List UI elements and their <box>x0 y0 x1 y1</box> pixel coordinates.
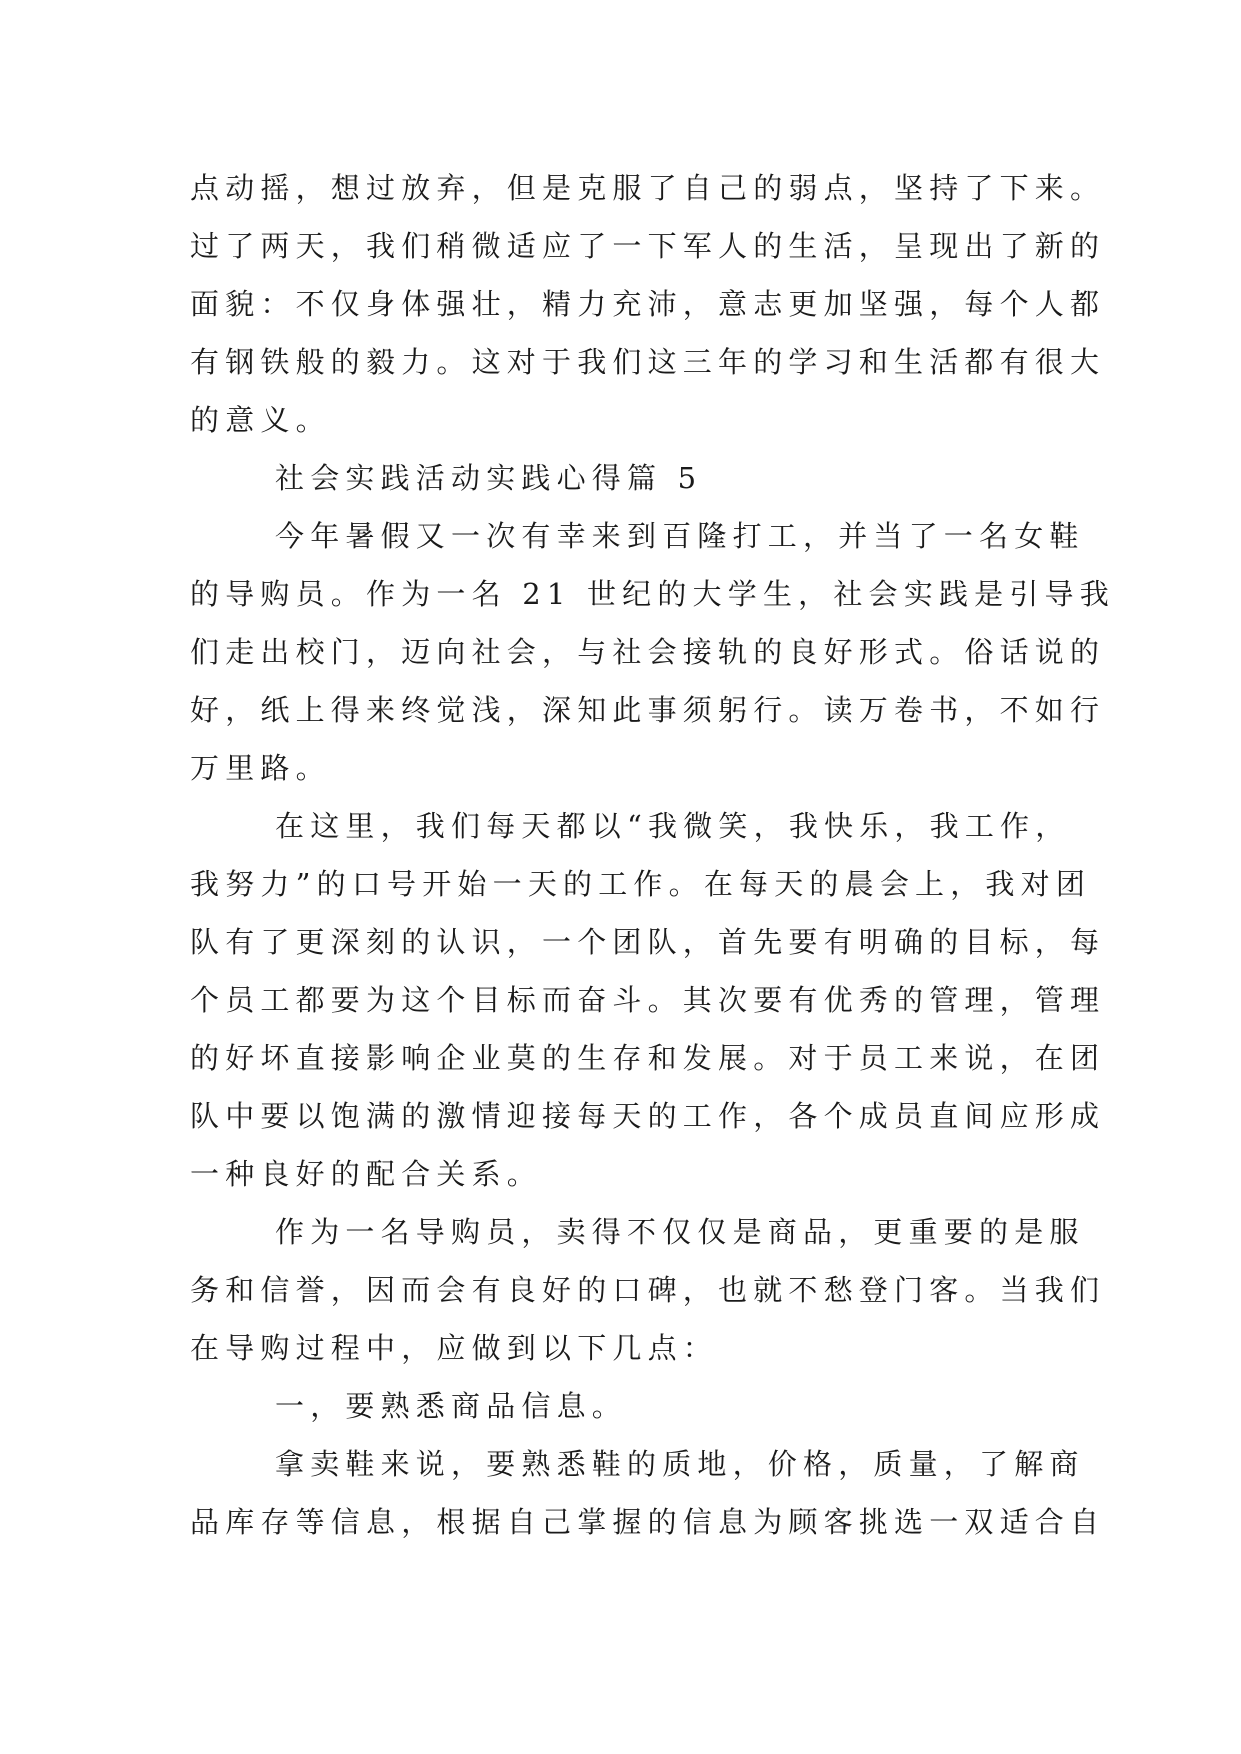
text-line: 好，纸上得来终觉浅，深知此事须躬行。读万卷书，不如行 <box>190 693 1106 727</box>
text-line: 面貌：不仅身体强壮，精力充沛，意志更加坚强，每个人都 <box>190 287 1106 321</box>
text-line: 的导购员。作为一名 21 世纪的大学生，社会实践是引导我 <box>190 577 1115 611</box>
text-line: 务和信誉，因而会有良好的口碑，也就不愁登门客。当我们 <box>190 1273 1106 1307</box>
text-line: 队有了更深刻的认识，一个团队，首先要有明确的目标，每 <box>190 925 1106 959</box>
text-line: 们走出校门，迈向社会，与社会接轨的良好形式。俗话说的 <box>190 635 1106 669</box>
text-line: 队中要以饱满的激情迎接每天的工作，各个成员直间应形成 <box>190 1099 1106 1133</box>
text-line: 我努力”的口号开始一天的工作。在每天的晨会上，我对团 <box>190 867 1092 901</box>
text-line: 过了两天，我们稍微适应了一下军人的生活，呈现出了新的 <box>190 229 1106 263</box>
text-line: 作为一名导购员，卖得不仅仅是商品，更重要的是服 <box>275 1215 1085 1249</box>
text-line: 拿卖鞋来说，要熟悉鞋的质地，价格，质量，了解商 <box>275 1447 1085 1481</box>
text-line: 今年暑假又一次有幸来到百隆打工，并当了一名女鞋 <box>275 519 1085 553</box>
text-line: 有钢铁般的毅力。这对于我们这三年的学习和生活都有很大 <box>190 345 1106 379</box>
text-line: 品库存等信息，根据自己掌握的信息为顾客挑选一双适合自 <box>190 1505 1106 1539</box>
text-line: 一种良好的配合关系。 <box>190 1157 543 1191</box>
text-line: 个员工都要为这个目标而奋斗。其次要有优秀的管理，管理 <box>190 983 1106 1017</box>
text-line: 万里路。 <box>190 751 331 785</box>
section-heading: 社会实践活动实践心得篇 5 <box>275 461 703 495</box>
list-item-heading: 一，要熟悉商品信息。 <box>275 1389 628 1423</box>
text-line: 点动摇，想过放弃，但是克服了自己的弱点，坚持了下来。 <box>190 171 1106 205</box>
text-line: 的好坏直接影响企业莫的生存和发展。对于员工来说，在团 <box>190 1041 1106 1075</box>
text-line: 的意义。 <box>190 403 331 437</box>
text-line: 在导购过程中，应做到以下几点： <box>190 1331 719 1365</box>
text-line: 在这里，我们每天都以“我微笑，我快乐，我工作， <box>275 809 1071 843</box>
